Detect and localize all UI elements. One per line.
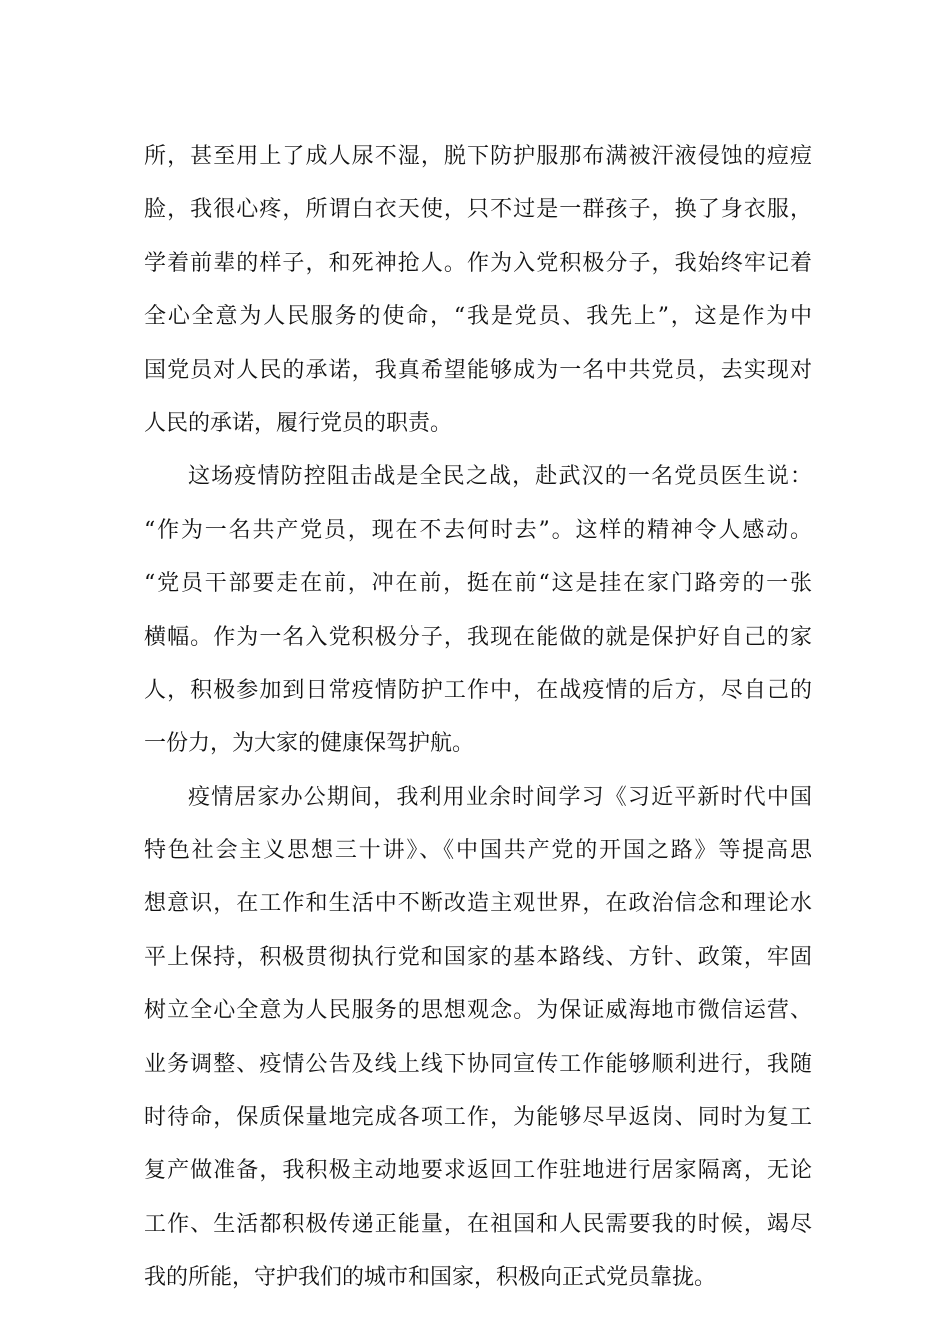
body-text (144, 130, 812, 1305)
text-line: 学着前辈的样子，和死神抢人。作为入党积极分子，我始终牢记着 (144, 250, 812, 276)
text-line: “作为一名共产党员，现在不去何时去”。这样的精神令人感动。 (144, 517, 812, 543)
text-line: 工作、生活都积极传递正能量，在祖国和人民需要我的时候，竭尽 (144, 1211, 812, 1237)
text-line: 平上保持，积极贯彻执行党和国家的基本路线、方针、政策，牢固 (144, 944, 812, 970)
text-line: 脸，我很心疼，所谓白衣天使，只不过是一群孩子，换了身衣服， (144, 197, 812, 223)
text-line: 想意识，在工作和生活中不断改造主观世界，在政治信念和理论水 (144, 891, 812, 917)
text-line: “党员干部要走在前，冲在前，挺在前“这是挂在家门路旁的一张 (144, 571, 812, 597)
paragraph-2 (144, 450, 812, 770)
paragraph-3 (144, 771, 812, 1305)
text-line: 业务调整、疫情公告及线上线下协同宣传工作能够顺利进行，我随 (144, 1051, 812, 1077)
text-line: 国党员对人民的承诺，我真希望能够成为一名中共党员，去实现对 (144, 357, 812, 383)
text-line: 这场疫情防控阻击战是全民之战，赴武汉的一名党员医生说： (188, 464, 812, 490)
text-line: 一份力，为大家的健康保驾护航。 (144, 731, 475, 757)
text-line: 疫情居家办公期间，我利用业余时间学习《习近平新时代中国 (188, 784, 812, 810)
text-line: 人，积极参加到日常疫情防护工作中，在战疫情的后方，尽自己的 (144, 677, 812, 703)
text-line: 全心全意为人民服务的使命，“我是党员、我先上”，这是作为中 (144, 304, 812, 330)
text-line: 树立全心全意为人民服务的思想观念。为保证威海地市微信运营、 (144, 998, 812, 1024)
text-line: 所，甚至用上了成人尿不湿，脱下防护服那布满被汗液侵蚀的痘痘 (144, 144, 812, 169)
paragraph-1 (144, 130, 812, 450)
text-line: 人民的承诺，履行党员的职责。 (144, 410, 453, 436)
text-line: 时待命，保质保量地完成各项工作，为能够尽早返岗、同时为复工 (144, 1105, 812, 1131)
text-line: 特色社会主义思想三十讲》、《中国共产党的开国之路》等提高思 (144, 838, 812, 864)
text-line: 横幅。作为一名入党积极分子，我现在能做的就是保护好自己的家 (144, 624, 812, 650)
text-line: 复产做准备，我积极主动地要求返回工作驻地进行居家隔离，无论 (144, 1158, 812, 1184)
text-line: 我的所能，守护我们的城市和国家，积极向正式党员靠拢。 (144, 1265, 717, 1291)
